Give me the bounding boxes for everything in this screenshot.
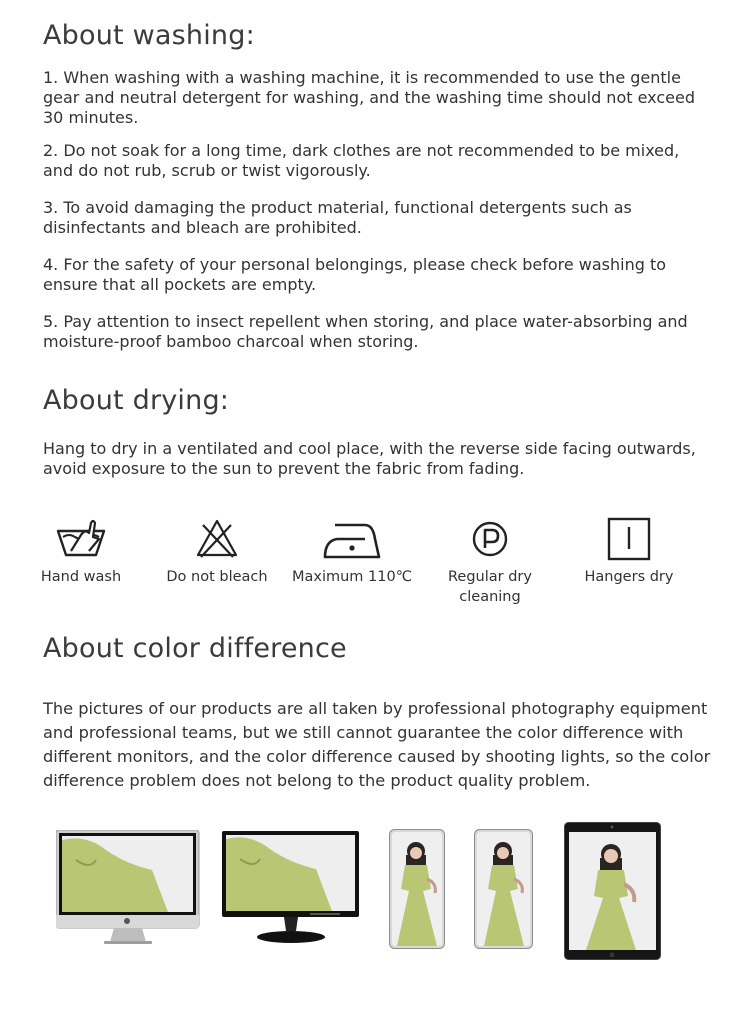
imac-monitor [56,830,201,950]
care-item-iron [282,515,422,587]
washing-heading: About washing: [43,20,255,51]
phone-1 [389,829,446,954]
phone-2 [474,829,534,954]
hang-dry-icon [606,515,652,561]
care-item-hand-wash [11,515,151,587]
washing-item-3: 3. To avoid damaging the product material, functional detergents such as disinfectants and bleach are prohibited. [43,198,632,237]
dry-cleaning-icon [468,515,512,559]
do-not-bleach-icon [195,515,239,559]
care-label-hang-dry: Hangers dry [584,569,674,585]
washing-item-4: 4. For the safety of your personal belongings, please check before washing to ensure that all pockets are empty. [43,255,667,294]
drying-text: Hang to dry in a ventilated and cool place, with the reverse side facing outwards, avoid exposure to the sun to prevent the fabric from fading. [43,439,696,478]
care-item-hang-dry [559,515,699,587]
iron-icon [321,515,383,559]
washing-item-1: 1. When washing with a washing machine, it is recommended to use the gentle gear and neutral detergent for washing, and the washing time should not exceed 30 minutes. [43,68,695,127]
care-label-do-not-bleach: Do not bleach [166,569,268,585]
drying-heading: About drying: [43,385,230,416]
desktop-monitor [222,831,360,951]
color-difference-heading: About color difference [43,633,347,664]
washing-item-5: 5. Pay attention to insect repellent when storing, and place water-absorbing and moisture-proof bamboo charcoal when storing. [43,312,688,351]
care-item-do-not-bleach [147,515,287,587]
tablet [564,822,662,966]
hand-wash-icon [55,515,107,559]
care-label-dry-cleaning: Regular dry cleaning [448,569,532,605]
care-label-hand-wash: Hand wash [40,569,122,585]
care-label-iron: Maximum 110℃ [291,569,412,585]
washing-item-2: 2. Do not soak for a long time, dark clothes are not recommended to be mixed, and do not rub, scrub or twist vigorously. [43,141,680,180]
color-difference-text: The pictures of our products are all taken by professional photography equipment and professional teams, but we still cannot guarantee the color difference with different monitors, and the color difference caused by shooting lights, so the color difference problem does not belong to the product quality problem. [43,699,711,790]
care-item-dry-cleaning [420,515,560,607]
